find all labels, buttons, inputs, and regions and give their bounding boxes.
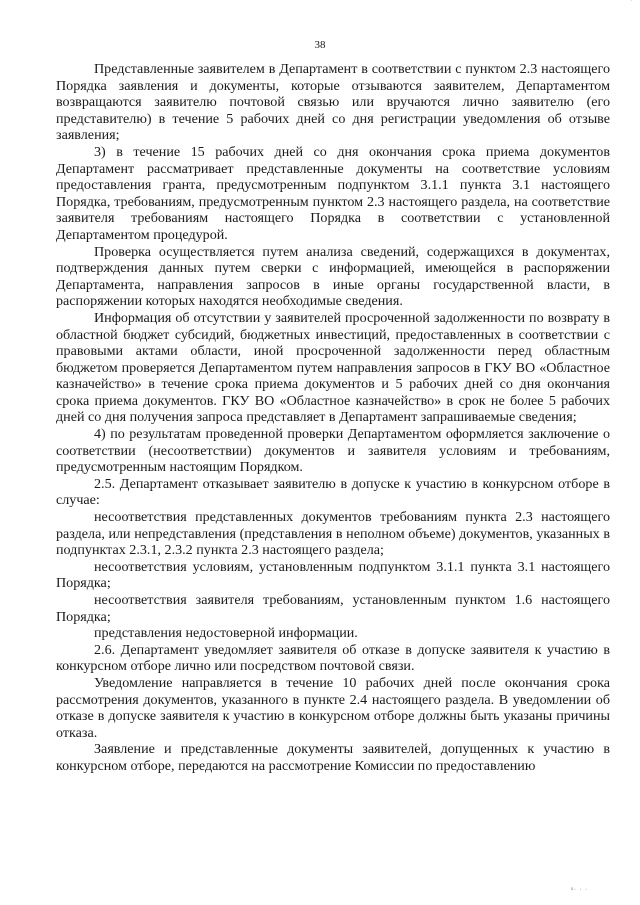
scan-mark: ' (630, 0, 632, 8)
paragraph-refusal-reason-conditions: несоответствия условиям, установленным подпунктом 3.1.1 пункта 3.1 настоящего Порядка; (56, 558, 610, 592)
paragraph-commission-transfer: Заявление и представленные документы заявителей, допущенных к участию в конкурсном отборе, передаются на рассмотрение Комиссии по предоставлению (56, 741, 610, 774)
paragraph-2-5-refusal: 2.5. Департамент отказывает заявителю в допуске к участию в конкурсном отборе в случае: (56, 475, 610, 509)
document-body (56, 61, 610, 775)
paragraph-verification: Проверка осуществляется путем анализа сведений, содержащихся в документах, подтверждения данных путем сверки с информацией, имеющейся в распоряжении Департамента, направления запросов в иные органы государственной власти, в распоряжении которых находятся необходимые сведения. (56, 243, 610, 310)
paragraph-refusal-reason-requirements: несоответствия заявителя требованиям, установленным пунктом 1.6 настоящего Порядка; (56, 592, 610, 625)
paragraph-2-6-notification: 2.6. Департамент уведомляет заявителя об отказе в допуске заявителя к участию в конкурсном отборе лично или посредством почтовой связи. (56, 641, 610, 675)
scan-corner-mark: ᵍ· · · (571, 887, 588, 893)
paragraph-step-3-review: 3) в течение 15 рабочих дней со дня окончания срока приема документов Департамент рассматривает представленные документы на соответствие условиям предоставления гранта, предусмотренным подпунктом 3.1.1 пункта 3.1 настоящего Порядка, требованиям, предусмотренным пунктом 2.3 настоящего раздела, на соответствие заявителя требованиям настоящего Порядка в соответствии с установленной Департаментом процедурой. (56, 143, 610, 243)
page-number: 38 (314, 39, 326, 51)
paragraph-refusal-reason-false-info: представления недостоверной информации. (94, 625, 358, 642)
paragraph-notification-deadline: Уведомление направляется в течение 10 рабочих дней после окончания срока рассмотрения документов, указанного в пункте 2.4 настоящего раздела. В уведомлении об отказе в допуске заявителя к участию в конкурсном отборе должны быть указаны причины отказа. (56, 674, 610, 741)
paragraph-withdrawal-return: Представленные заявителем в Департамент в соответствии с пунктом 2.3 настоящего Порядка заявления и документы, которые отзываются заявителем, Департаментом возвращаются заявителю почтовой связью или вручаются лично заявителю (его представителю) в течение 5 рабочих дней со дня регистрации уведомления об отзыве заявления; (56, 61, 610, 144)
paragraph-step-4-conclusion: 4) по результатам проведенной проверки Департаментом оформляется заключение о соответствии (несоответствии) документов и заявителя условиям и требованиям, предусмотренным настоящим Порядком. (56, 426, 610, 476)
paragraph-debt-information: Информация об отсутствии у заявителей просроченной задолженности по возврату в областной бюджет субсидий, бюджетных инвестиций, предоставленных в соответствии с правовыми актами области, иной просроченной задолженности перед областным бюджетом проверяется Департаментом путем направления запросов в ГКУ ВО «Областное казначейство» в течение срока приема документов и 5 рабочих дней со дня окончания срока приема документов. ГКУ ВО «Областное казначейство» в срок не более 5 рабочих дней со дня получения запроса представляет в Департамент запрашиваемые сведения; (56, 309, 610, 426)
paragraph-refusal-reason-documents: несоответствия представленных документов требованиям пункта 2.3 настоящего раздела, или непредставления (представления в неполном объеме) документов, указанных в подпунктах 2.3.1, 2.3.2 пункта 2.3 настоящего раздела; (56, 509, 610, 559)
